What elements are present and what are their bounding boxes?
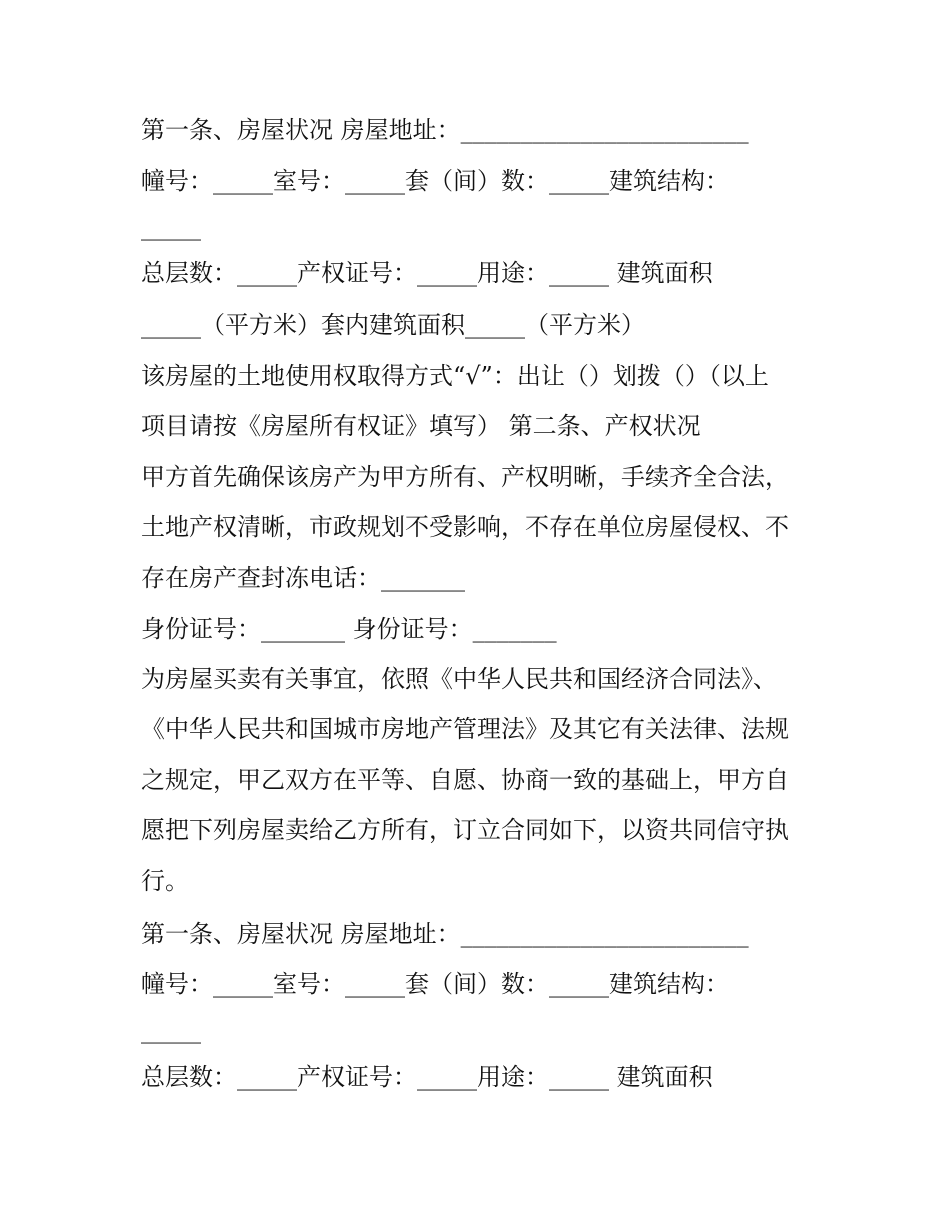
text-line: 该房屋的土地使用权取得方式“√”：出让（）划拨（）（以上: [141, 362, 769, 390]
text-line: 幢号：_____室号：_____套（间）数：_____建筑结构：: [141, 167, 729, 195]
text-line: 幢号：_____室号：_____套（间）数：_____建筑结构：: [141, 970, 729, 998]
text-line: 存在房产查封冻电话：_______: [141, 564, 465, 592]
text-line: 之规定，甲乙双方在平等、自愿、协商一致的基础上，甲方自: [141, 766, 789, 794]
text-line: 第一条、房屋状况 房屋地址：________________________: [141, 920, 749, 948]
text-line: 《中华人民共和国城市房地产管理法》及其它有关法律、法规: [141, 715, 789, 743]
text-line: 第一条、房屋状况 房屋地址：________________________: [141, 116, 749, 144]
text-line: 愿把下列房屋卖给乙方所有，订立合同如下，以资共同信守执: [141, 816, 789, 844]
text-line: 为房屋买卖有关事宜，依照《中华人民共和国经济合同法》、: [141, 665, 777, 693]
text-line: 行。: [141, 867, 189, 895]
text-line: 身份证号：_______ 身份证号：_______: [141, 615, 557, 643]
text-line: 项目请按《房屋所有权证》填写） 第二条、产权状况: [141, 412, 701, 440]
text-line: 总层数：_____产权证号：_____用途：_____ 建筑面积: [141, 259, 713, 287]
text-line: _____: [141, 1016, 201, 1044]
text-line: _____（平方米）套内建筑面积_____（平方米）: [141, 311, 645, 339]
text-line: 总层数：_____产权证号：_____用途：_____ 建筑面积: [141, 1063, 713, 1091]
text-line: 土地产权清晰，市政规划不受影响，不存在单位房屋侵权、不: [141, 513, 789, 541]
text-line: _____: [141, 213, 201, 241]
text-line: 甲方首先确保该房产为甲方所有、产权明晰，手续齐全合法，: [141, 463, 789, 491]
